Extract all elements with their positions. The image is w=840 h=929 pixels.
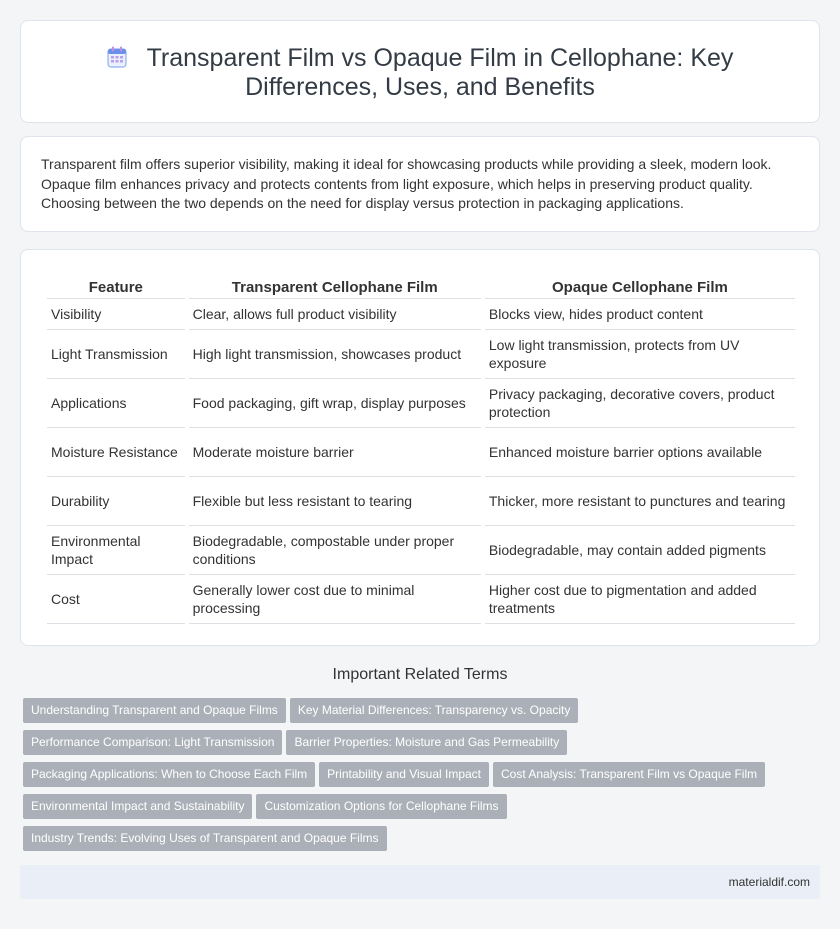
table-cell: Moderate moisture barrier — [189, 428, 481, 477]
table-cell: Higher cost due to pigmentation and added treatments — [485, 575, 795, 624]
table-row — [47, 477, 795, 526]
table-cell: Generally lower cost due to minimal processing — [189, 575, 481, 624]
related-term-tag[interactable]: Environmental Impact and Sustainability — [23, 794, 252, 819]
related-terms-heading: Important Related Terms — [332, 666, 508, 683]
column-header-transparent: Transparent Cellophane Film — [189, 275, 481, 299]
table-cell: Biodegradable, may contain added pigments — [485, 526, 795, 575]
table-cell: Blocks view, hides product content — [485, 299, 795, 330]
table-row — [47, 428, 795, 477]
table-cell: Visibility — [47, 299, 185, 330]
intro-text: Transparent film offers superior visibility, making it ideal for showcasing products while providing a sleek, modern look. Opaque film enhances privacy and protects contents from light exposure, which helps in preserving product quality. Choosing between the two depends on the need for display versus protection in packaging applications. — [41, 156, 772, 211]
table-cell: Cost — [47, 575, 185, 624]
page-title: Transparent Film vs Opaque Film in Cellophane: Key Differences, Uses, and Benefits — [146, 44, 734, 101]
table-row — [47, 379, 795, 428]
table-cell: Thicker, more resistant to punctures and tearing — [485, 477, 795, 526]
table-cell: Flexible but less resistant to tearing — [189, 477, 481, 526]
related-terms-list — [23, 698, 823, 858]
related-term-tag[interactable]: Industry Trends: Evolving Uses of Transparent and Opaque Films — [23, 826, 387, 851]
table-cell: Environmental Impact — [47, 526, 185, 575]
table-cell: Applications — [47, 379, 185, 428]
related-term-tag[interactable]: Understanding Transparent and Opaque Films — [23, 698, 286, 723]
table-cell: Moisture Resistance — [47, 428, 185, 477]
table-row — [47, 526, 795, 575]
table-row — [47, 575, 795, 624]
table-cell: Light Transmission — [47, 330, 185, 379]
related-term-tag[interactable]: Barrier Properties: Moisture and Gas Permeability — [286, 730, 567, 755]
table-row — [47, 299, 795, 330]
related-term-tag[interactable]: Customization Options for Cellophane Films — [256, 794, 506, 819]
table-cell: Durability — [47, 477, 185, 526]
column-header-feature: Feature — [47, 275, 185, 299]
table-header-row — [47, 275, 795, 299]
table-cell: Low light transmission, protects from UV exposure — [485, 330, 795, 379]
title-card — [20, 20, 820, 123]
table-row — [47, 330, 795, 379]
comparison-table-card — [20, 249, 820, 646]
related-term-tag[interactable]: Key Material Differences: Transparency vs. Opacity — [290, 698, 579, 723]
footer — [20, 865, 820, 899]
comparison-table — [43, 275, 799, 624]
table-cell: Enhanced moisture barrier options available — [485, 428, 795, 477]
related-term-tag[interactable]: Cost Analysis: Transparent Film vs Opaque Film — [493, 762, 765, 787]
related-term-tag[interactable]: Packaging Applications: When to Choose Each Film — [23, 762, 315, 787]
calendar-icon — [107, 46, 127, 68]
table-cell: Privacy packaging, decorative covers, product protection — [485, 379, 795, 428]
table-cell: Clear, allows full product visibility — [189, 299, 481, 330]
related-term-tag[interactable]: Performance Comparison: Light Transmission — [23, 730, 282, 755]
table-cell: Biodegradable, compostable under proper conditions — [189, 526, 481, 575]
intro-card — [20, 136, 820, 232]
table-cell: Food packaging, gift wrap, display purposes — [189, 379, 481, 428]
column-header-opaque: Opaque Cellophane Film — [485, 275, 795, 299]
related-term-tag[interactable]: Printability and Visual Impact — [319, 762, 489, 787]
footer-site-link[interactable]: materialdif.com — [728, 875, 810, 889]
table-cell: High light transmission, showcases product — [189, 330, 481, 379]
